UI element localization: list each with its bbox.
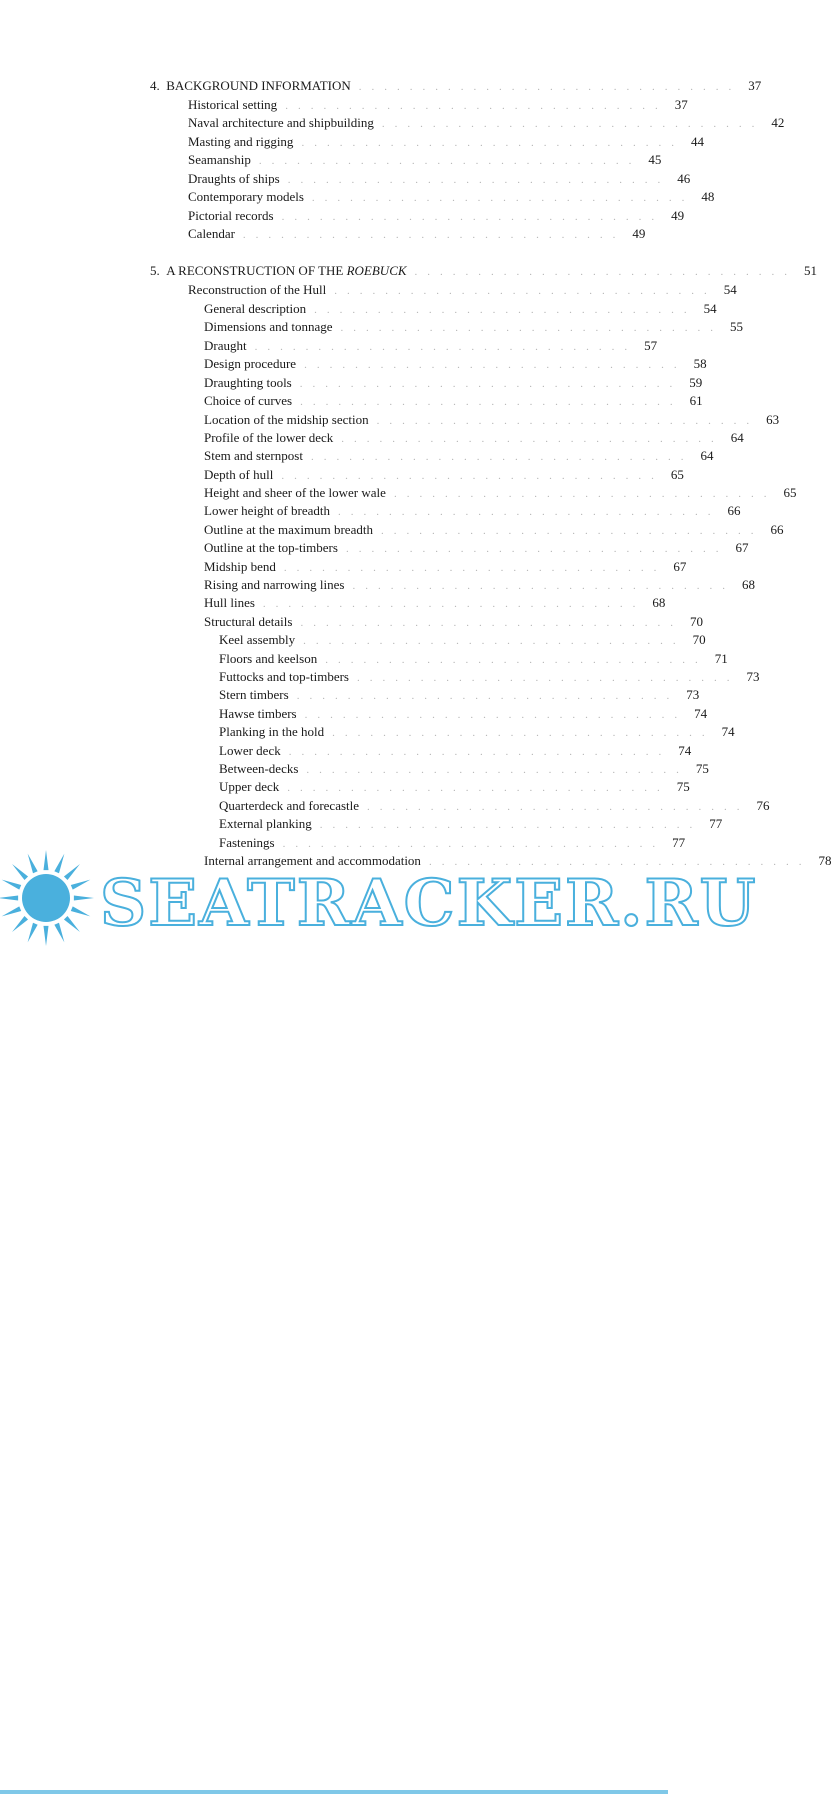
toc-entry[interactable] (204, 558, 687, 576)
page-number: 70 (689, 614, 703, 629)
entry-label: Pictorial records (188, 208, 274, 223)
toc-entry[interactable] (204, 521, 784, 539)
dot-leader: .............................. (300, 396, 683, 408)
page-number: 44 (690, 134, 704, 149)
dot-leader: .............................. (287, 782, 670, 794)
dot-leader: .............................. (319, 819, 703, 831)
page-number: 74 (721, 724, 735, 739)
page-number: 57 (644, 338, 658, 353)
entry-label: Floors and keelson (219, 651, 318, 666)
toc-entry[interactable] (204, 484, 797, 502)
dot-leader: .............................. (310, 451, 694, 463)
page-number: 77 (672, 835, 686, 850)
dot-leader: .............................. (314, 304, 697, 316)
dot-leader: .............................. (283, 562, 667, 574)
page-number: 55 (730, 319, 744, 334)
entry-label: General description (204, 301, 307, 316)
toc-entry[interactable] (204, 374, 703, 392)
toc-entry[interactable] (204, 318, 744, 336)
dot-leader: .............................. (414, 266, 798, 278)
watermark-text: SEATRACKER.RU (100, 866, 758, 941)
dot-leader: .............................. (300, 617, 683, 629)
dot-leader: .............................. (367, 801, 750, 813)
toc-entry[interactable] (188, 281, 737, 299)
page-number: 51 (804, 263, 818, 278)
page-number: 71 (714, 651, 728, 666)
page-number: 74 (694, 706, 708, 721)
toc-entry[interactable] (188, 188, 715, 206)
dot-leader: .............................. (299, 378, 683, 390)
toc-entry[interactable] (188, 151, 662, 169)
watermark (0, 846, 758, 948)
dot-leader: .............................. (334, 285, 717, 297)
page-number: 37 (674, 97, 688, 112)
dot-leader: .............................. (352, 580, 735, 592)
toc-entry[interactable] (188, 114, 785, 132)
dot-leader: .............................. (311, 192, 695, 204)
entry-label: Futtocks and top-timbers (219, 669, 349, 684)
page-number: 68 (652, 595, 666, 610)
toc-entry[interactable] (219, 742, 692, 760)
entry-label: External planking (219, 816, 312, 831)
entry-label: Hawse timbers (219, 706, 297, 721)
toc-entry[interactable] (204, 392, 703, 410)
page-number: 67 (673, 559, 687, 574)
toc-entry[interactable] (204, 355, 707, 373)
entry-label: Draught (204, 338, 247, 353)
toc-entry[interactable] (204, 447, 714, 465)
toc-entry[interactable] (219, 705, 708, 723)
entry-label: Rising and narrowing lines (204, 577, 345, 592)
page-number: 78 (818, 853, 831, 868)
toc-entry[interactable] (219, 797, 770, 815)
toc-entry[interactable] (204, 576, 755, 594)
page-number: 73 (746, 669, 760, 684)
toc-entry[interactable] (204, 429, 744, 447)
dot-leader: .............................. (288, 746, 672, 758)
entry-label: Outline at the maximum breadth (204, 522, 373, 537)
page-number: 49 (632, 226, 646, 241)
entry-label: Calendar (188, 226, 235, 241)
entry-label: Naval architecture and shipbuilding (188, 115, 374, 130)
toc-entry[interactable] (219, 760, 709, 778)
dot-leader: .............................. (304, 709, 688, 721)
page-number: 68 (741, 577, 755, 592)
toc-entry[interactable] (204, 337, 658, 355)
toc-entry[interactable] (188, 207, 685, 225)
dot-leader: .............................. (304, 359, 687, 371)
toc-section-4[interactable] (150, 77, 762, 95)
watermark-bar (0, 1790, 668, 1794)
page-number: 75 (695, 761, 709, 776)
toc-entry[interactable] (204, 300, 717, 318)
entry-label: Internal arrangement and accommodation (204, 853, 421, 868)
entry-label: Quarterdeck and forecastle (219, 798, 360, 813)
page-number: 37 (748, 78, 762, 93)
entry-label: Between-decks (219, 761, 299, 776)
toc-entry[interactable] (188, 170, 691, 188)
dot-leader: .............................. (287, 174, 671, 186)
page-number: 58 (693, 356, 707, 371)
page-number: 48 (701, 189, 715, 204)
page-number: 42 (771, 115, 785, 130)
toc-entry[interactable] (204, 613, 703, 631)
dot-leader: .............................. (282, 838, 666, 850)
entry-label: Keel assembly (219, 632, 296, 647)
entry-label: Depth of hull (204, 467, 274, 482)
dot-leader: .............................. (258, 155, 642, 167)
entry-label: Stem and sternpost (204, 448, 303, 463)
page-number: 64 (730, 430, 744, 445)
page-number: 65 (670, 467, 684, 482)
entry-label: Reconstruction of the Hull (188, 282, 327, 297)
dot-leader: .............................. (341, 433, 724, 445)
entry-label: Draughts of ships (188, 171, 280, 186)
dot-leader: .............................. (303, 635, 686, 647)
toc-section-5[interactable] (150, 262, 818, 280)
section-label: 5. A RECONSTRUCTION OF THE ROEBUCK (150, 263, 407, 278)
entry-label: Hull lines (204, 595, 255, 610)
entry-label: Draughting tools (204, 375, 292, 390)
entry-label: Planking in the hold (219, 724, 325, 739)
dot-leader: .............................. (376, 415, 760, 427)
dot-leader: .............................. (281, 211, 665, 223)
page-number: 54 (723, 282, 737, 297)
section-label: 4. BACKGROUND INFORMATION (150, 78, 351, 93)
entry-label: Stern timbers (219, 687, 289, 702)
dot-leader: .............................. (325, 654, 708, 666)
dot-leader: .............................. (262, 598, 646, 610)
page-number: 70 (692, 632, 706, 647)
page-number: 77 (709, 816, 723, 831)
entry-label: Height and sheer of the lower wale (204, 485, 386, 500)
toc-entry[interactable] (204, 539, 749, 557)
entry-label: Fastenings (219, 835, 275, 850)
entry-label: Seamanship (188, 152, 251, 167)
dot-leader: .............................. (296, 690, 680, 702)
toc-entry[interactable] (204, 411, 780, 429)
dot-leader: .............................. (285, 100, 668, 112)
page-number: 73 (686, 687, 700, 702)
toc-entry[interactable] (219, 668, 760, 686)
dot-leader: .............................. (332, 727, 715, 739)
dot-leader: .............................. (301, 137, 684, 149)
toc-entry[interactable] (204, 466, 684, 484)
page-number: 45 (648, 152, 662, 167)
dot-leader: .............................. (428, 856, 812, 868)
dot-leader: .............................. (393, 488, 777, 500)
page-number: 67 (735, 540, 749, 555)
dot-leader: .............................. (381, 118, 765, 130)
toc-entry[interactable] (219, 723, 735, 741)
page-number: 61 (689, 393, 703, 408)
page-number: 46 (677, 171, 691, 186)
entry-label: Upper deck (219, 779, 280, 794)
entry-label: Historical setting (188, 97, 278, 112)
page-number: 64 (700, 448, 714, 463)
dot-leader: .............................. (345, 543, 729, 555)
dot-leader: .............................. (337, 506, 721, 518)
dot-leader: .............................. (357, 672, 740, 684)
entry-label: Masting and rigging (188, 134, 294, 149)
dot-leader: .............................. (340, 322, 724, 334)
page-number: 49 (671, 208, 685, 223)
page-number: 59 (689, 375, 703, 390)
toc-entry[interactable] (219, 778, 690, 796)
entry-label: Design procedure (204, 356, 297, 371)
page-number: 66 (770, 522, 784, 537)
entry-label: Lower height of breadth (204, 503, 330, 518)
sun-logo-icon (0, 846, 106, 948)
dot-leader: .............................. (306, 764, 689, 776)
entry-label: Outline at the top-timbers (204, 540, 338, 555)
entry-label: Dimensions and tonnage (204, 319, 333, 334)
toc-entry[interactable] (219, 686, 700, 704)
toc-entry[interactable] (188, 133, 704, 151)
dot-leader: .............................. (380, 525, 764, 537)
entry-label: Location of the midship section (204, 412, 369, 427)
page-number: 54 (703, 301, 717, 316)
page-number: 75 (676, 779, 690, 794)
toc-entry[interactable] (204, 502, 741, 520)
entry-label: Lower deck (219, 743, 281, 758)
page-number: 66 (727, 503, 741, 518)
dot-leader: .............................. (242, 229, 626, 241)
entry-label: Choice of curves (204, 393, 293, 408)
toc-entry[interactable] (219, 631, 706, 649)
entry-label: Contemporary models (188, 189, 304, 204)
dot-leader: .............................. (281, 470, 664, 482)
toc-entry[interactable] (219, 650, 728, 668)
toc-entry[interactable] (219, 815, 723, 833)
dot-leader: .............................. (358, 81, 742, 93)
toc-entry[interactable] (204, 594, 666, 612)
entry-label: Midship bend (204, 559, 276, 574)
page-number: 65 (783, 485, 797, 500)
page-number: 76 (756, 798, 770, 813)
entry-label: Structural details (204, 614, 293, 629)
toc-entry[interactable] (188, 96, 688, 114)
toc-entry[interactable] (188, 225, 646, 243)
entry-label: Profile of the lower deck (204, 430, 334, 445)
dot-leader: .............................. (254, 341, 638, 353)
page-number: 74 (678, 743, 692, 758)
page-number: 63 (766, 412, 780, 427)
